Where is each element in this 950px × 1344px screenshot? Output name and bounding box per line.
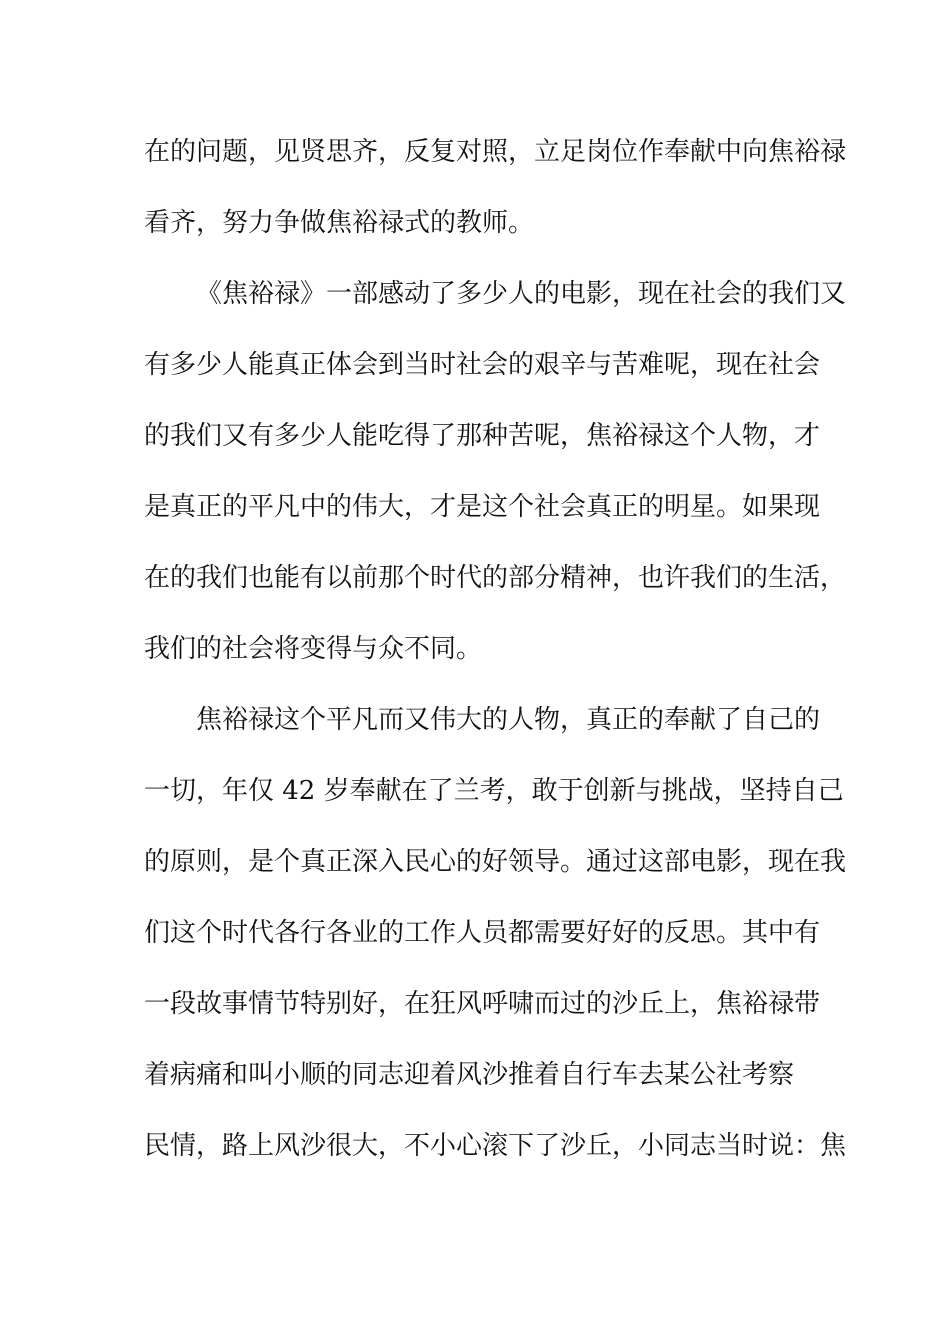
paragraph-start-line: 《焦裕禄》一部感动了多少人的电影，现在社会的我们又 bbox=[196, 279, 847, 309]
paragraph-start-line: 焦裕禄这个平凡而又伟大的人物，真正的奉献了自己的 bbox=[196, 705, 821, 735]
text-line: 民情，路上风沙很大，不小心滚下了沙丘，小同志当时说：焦 bbox=[144, 1131, 847, 1161]
text-line: 在的问题，见贤思齐，反复对照，立足岗位作奉献中向焦裕禄 bbox=[144, 137, 847, 167]
text-line: 一段故事情节特别好，在狂风呼啸而过的沙丘上，焦裕禄带 bbox=[144, 989, 821, 1019]
text-line: 看齐，努力争做焦裕禄式的教师。 bbox=[144, 208, 535, 238]
text-line: 们这个时代各行各业的工作人员都需要好好的反思。其中有 bbox=[144, 918, 821, 948]
text-line: 有多少人能真正体会到当时社会的艰辛与苦难呢，现在社会 bbox=[144, 350, 821, 380]
text-line: 的原则，是个真正深入民心的好领导。通过这部电影，现在我 bbox=[144, 847, 847, 877]
text-line: 的我们又有多少人能吃得了那种苦呢，焦裕禄这个人物，才 bbox=[144, 421, 821, 451]
text-line: 在的我们也能有以前那个时代的部分精神，也许我们的生活， bbox=[144, 563, 847, 593]
text-line: 着病痛和叫小顺的同志迎着风沙推着自行车去某公社考察 bbox=[144, 1060, 795, 1090]
text-line: 我们的社会将变得与众不同。 bbox=[144, 634, 483, 664]
text-line: 是真正的平凡中的伟大，才是这个社会真正的明星。如果现 bbox=[144, 492, 821, 522]
text-line: 一切，年仅 42 岁奉献在了兰考，敢于创新与挑战，坚持自己 bbox=[144, 776, 844, 806]
